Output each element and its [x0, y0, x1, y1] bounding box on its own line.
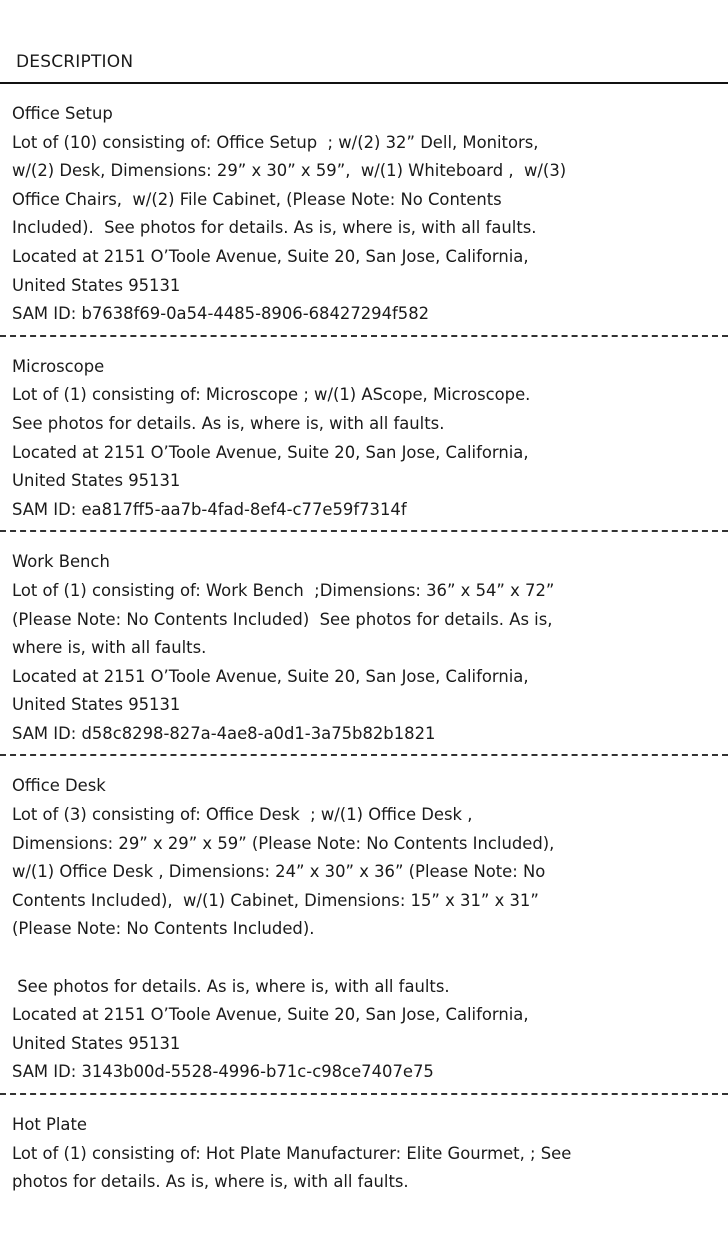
item-text-line: w/(2) Desk, Dimensions: 29” x 30” x 59”, w/(1) Whiteboard , w/(3) — [12, 161, 567, 181]
item-text-line: Lot of (10) consisting of: Office Setup ; w/(2) 32” Dell, Monitors, — [12, 132, 539, 152]
item-title: Work Bench — [12, 552, 110, 572]
item-text-line: See photos for details. As is, where is, with all faults. — [12, 413, 445, 433]
description-list — [0, 84, 728, 1203]
item-text-line: See photos for details. As is, where is, with all faults. — [12, 976, 450, 996]
item-text-line: (Please Note: No Contents Included). — [12, 919, 315, 939]
item-text-line: Included). See photos for details. As is, where is, with all faults. — [12, 218, 537, 238]
list-item-microscope — [0, 337, 728, 533]
item-location-line: United States 95131 — [12, 695, 181, 715]
item-title: Hot Plate — [12, 1115, 87, 1134]
item-location-line: Located at 2151 O’Toole Avenue, Suite 20, San Jose, California, — [12, 666, 529, 686]
item-sam-id: SAM ID: 3143b00d-5528-4996-b71c-c98ce7407e75 — [12, 1062, 434, 1082]
item-location-line: United States 95131 — [12, 471, 181, 491]
column-header-description: DESCRIPTION — [16, 52, 134, 72]
item-text-line: where is, with all faults. — [12, 638, 207, 658]
item-text-line: (Please Note: No Contents Included) See photos for details. As is, — [12, 609, 553, 629]
list-item-work-bench — [0, 532, 728, 756]
item-text-line: Contents Included), w/(1) Cabinet, Dimensions: 15” x 31” x 31” — [12, 890, 539, 910]
item-title: Microscope — [12, 356, 105, 376]
item-location-line: Located at 2151 O’Toole Avenue, Suite 20, San Jose, California, — [12, 442, 529, 462]
item-location-line: Located at 2151 O’Toole Avenue, Suite 20, San Jose, California, — [12, 246, 529, 266]
item-text-line: Lot of (1) consisting of: Work Bench ;Dimensions: 36” x 54” x 72” — [12, 580, 555, 600]
item-sam-id: SAM ID: ea817ff5-aa7b-4fad-8ef4-c77e59f7314f — [12, 499, 407, 519]
item-sam-id: SAM ID: d58c8298-827a-4ae8-a0d1-3a75b82b1821 — [12, 723, 436, 743]
item-text-line: Lot of (3) consisting of: Office Desk ; w/(1) Office Desk , — [12, 805, 473, 825]
list-item-hot-plate — [0, 1095, 728, 1203]
item-text-line: Dimensions: 29” x 29” x 59” (Please Note: No Contents Included), — [12, 833, 555, 853]
list-item-office-setup — [0, 84, 728, 337]
item-location-line: United States 95131 — [12, 1033, 181, 1053]
item-text-line: photos for details. As is, where is, with all faults. — [12, 1172, 409, 1192]
item-title: Office Desk — [12, 776, 106, 796]
item-text-line: Office Chairs, w/(2) File Cabinet, (Please Note: No Contents — [12, 189, 502, 209]
item-text-line: w/(1) Office Desk , Dimensions: 24” x 30” x 36” (Please Note: No — [12, 862, 546, 882]
item-blank-line — [12, 944, 728, 973]
item-location-line: United States 95131 — [12, 275, 181, 295]
item-text-line: Lot of (1) consisting of: Microscope ; w/(1) AScope, Microscope. — [12, 385, 531, 405]
item-location-line: Located at 2151 O’Toole Avenue, Suite 20, San Jose, California, — [12, 1005, 529, 1025]
item-text-line: Lot of (1) consisting of: Hot Plate Manufacturer: Elite Gourmet, ; See — [12, 1143, 572, 1163]
list-item-office-desk — [0, 756, 728, 1095]
item-sam-id: SAM ID: b7638f69-0a54-4485-8906-68427294f582 — [12, 304, 430, 324]
table-header — [0, 0, 728, 84]
item-title: Office Setup — [12, 104, 113, 123]
